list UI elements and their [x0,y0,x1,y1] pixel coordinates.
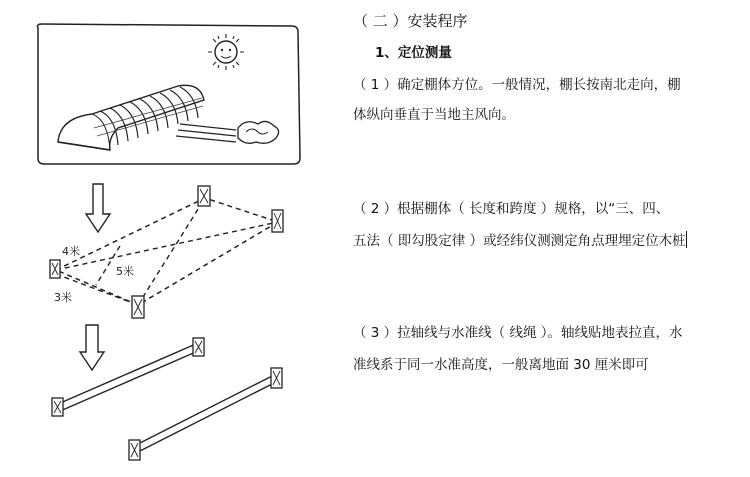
stake-icon [198,186,210,206]
down-arrow-icon [80,325,104,370]
paragraph-3-line-2: 准线系于同一水准高度，一般离地面 30 厘米即可 [353,357,649,373]
paragraph-2-line-2 [353,231,687,250]
label-4m: 4米 [62,245,80,258]
label-5m: 5米 [116,265,134,278]
paragraph-2-line-1: （ 2 ）根据棚体（ 长度和跨度 ）规格，以“三、四、 [353,201,670,217]
line-setting-diagram [52,338,282,460]
stake-icon [193,338,204,356]
paragraph-1-line-1: （ 1 ）确定棚体方位。一般情况，棚长按南北走向，棚 [353,77,681,93]
section-title: （ 二 ）安装程序 [353,12,468,30]
label-3m: 3米 [54,291,72,304]
stake-layout-diagram [50,186,283,318]
stake-icon [129,440,140,460]
paragraph-3-line-1: （ 3 ）拉轴线与水准线（ 线绳 ）。轴线贴地表拉直，水 [353,325,683,341]
greenhouse-icon [58,85,204,150]
stake-icon [52,398,63,416]
installation-illustration [0,0,330,477]
stake-icon [50,260,60,278]
stake-icon [132,296,144,318]
down-arrow-icon [86,184,110,232]
stake-icon [271,368,282,388]
subsection-title: 1、定位测量 [375,45,452,61]
orientation-panel [38,24,301,164]
text-cursor [686,231,687,248]
paragraph-2-line-2-text: 五法（ 即勾股定律 ）或经纬仪测测定角点理埋定位木桩 [353,233,686,249]
wind-icon [176,121,279,143]
stake-icon [272,210,283,232]
paragraph-1-line-2: 体纵向垂直于当地主风向。 [353,107,515,123]
sun-icon [208,34,244,70]
